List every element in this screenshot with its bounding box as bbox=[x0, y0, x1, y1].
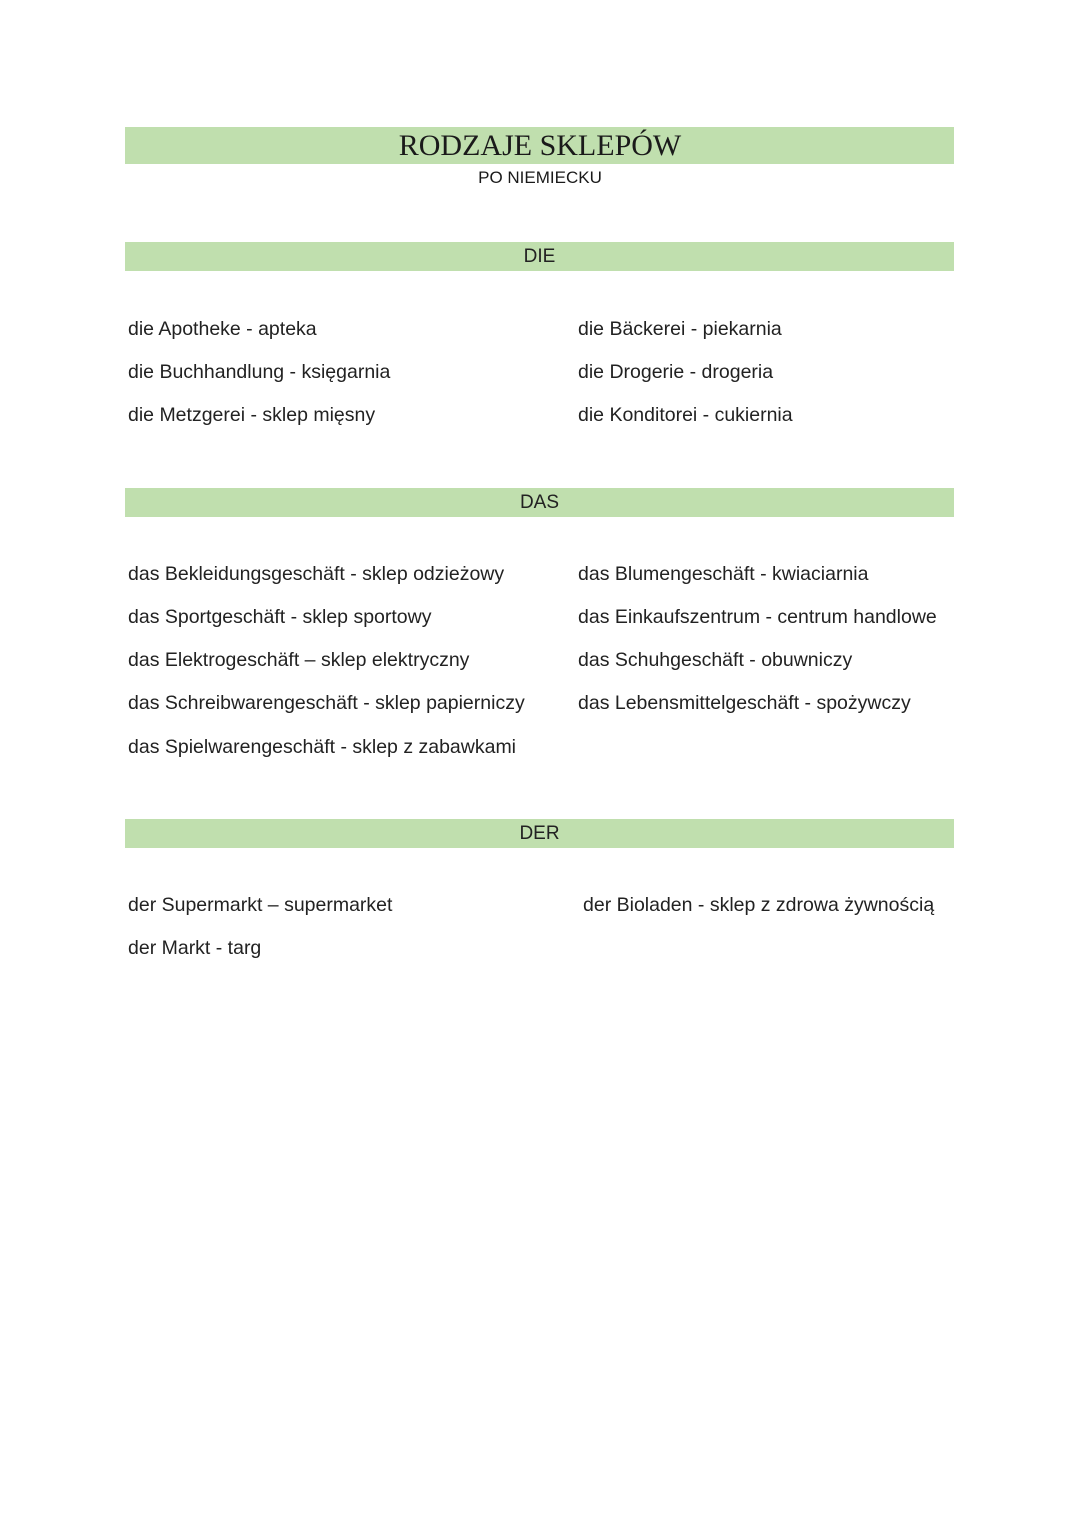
vocab-item: die Metzgerei - sklep mięsny bbox=[128, 404, 376, 426]
vocab-item: das Sportgeschäft - sklep sportowy bbox=[128, 606, 432, 628]
section-header-der: DER bbox=[125, 819, 954, 848]
vocab-item: der Markt - targ bbox=[128, 937, 262, 959]
vocab-item: die Buchhandlung - księgarnia bbox=[128, 361, 391, 383]
page-subtitle: PO NIEMIECKU bbox=[478, 168, 602, 187]
section-header-die: DIE bbox=[125, 242, 954, 271]
vocab-item: die Apotheke - apteka bbox=[128, 318, 317, 340]
vocab-item: das Schuhgeschäft - obuwniczy bbox=[578, 649, 853, 671]
vocab-item: der Bioladen - sklep z zdrowa żywnością bbox=[583, 894, 935, 916]
vocab-item: der Supermarkt – supermarket bbox=[128, 894, 393, 916]
vocab-item: das Schreibwarengeschäft - sklep papierniczy bbox=[128, 692, 525, 714]
vocab-item: das Spielwarengeschäft - sklep z zabawkami bbox=[128, 736, 517, 758]
vocab-item: das Blumengeschäft - kwiaciarnia bbox=[578, 563, 869, 585]
vocab-item: das Bekleidungsgeschäft - sklep odzieżowy bbox=[128, 563, 505, 585]
vocab-item: das Einkaufszentrum - centrum handlowe bbox=[578, 606, 937, 628]
vocab-item: das Lebensmittelgeschäft - spożywczy bbox=[578, 692, 911, 714]
vocab-item: die Bäckerei - piekarnia bbox=[578, 318, 782, 340]
section-header-das: DAS bbox=[125, 488, 954, 517]
vocab-item: das Elektrogeschäft – sklep elektryczny bbox=[128, 649, 470, 671]
vocab-item: die Konditorei - cukiernia bbox=[578, 404, 793, 426]
vocab-item: die Drogerie - drogeria bbox=[578, 361, 774, 383]
page-title: RODZAJE SKLEPÓW bbox=[398, 129, 682, 162]
